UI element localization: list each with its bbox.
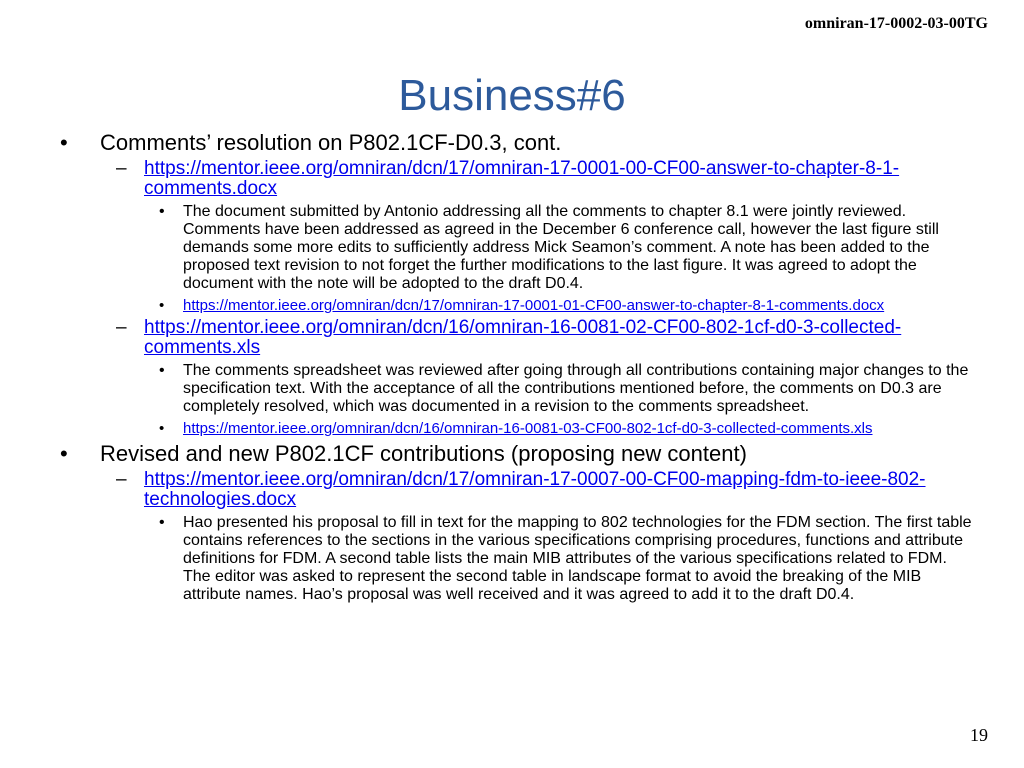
sub-bullet-link <box>56 159 976 199</box>
bullet-marker: • <box>60 441 68 466</box>
note-text: The document submitted by Antonio addressing all the comments to chapter 8.1 were jointly reviewed. Comments have been addressed as agreed in the December 6 conference call, however the last figure still demands some more edits to sufficiently address Mick Seamon’s comment. A note has been added to the proposed text revision to not forget the further modifications to the last figure. It was agreed to adopt the document with the note will be adopted to the draft D0.4. <box>183 203 939 292</box>
slide-title: Business#6 <box>398 71 626 120</box>
bullet-marker: • <box>60 130 68 155</box>
sub-sub-bullet-note <box>56 514 976 604</box>
sub-sub-bullet-link <box>56 420 976 437</box>
spreadsheet-link[interactable]: https://mentor.ieee.org/omniran/dcn/16/omniran-16-0081-03-CF00-802-1cf-d0-3-collected-comments.xls <box>183 420 873 437</box>
bullet-marker: • <box>159 420 165 437</box>
spreadsheet-link[interactable]: https://mentor.ieee.org/omniran/dcn/16/omniran-16-0081-02-CF00-802-1cf-d0-3-collected-comments.xls <box>144 317 902 358</box>
dash-marker: – <box>116 469 127 490</box>
sub-bullet-link <box>56 318 976 358</box>
note-text: The comments spreadsheet was reviewed after going through all contributions containing major changes to the specification text. With the acceptance of all the contributions mentioned before, the comments on D0.3 are completely resolved, which was documented in a revision to the comments spreadsheet. <box>183 362 969 415</box>
document-link[interactable]: https://mentor.ieee.org/omniran/dcn/17/omniran-17-0007-00-CF00-mapping-fdm-to-ieee-802-technologies.docx <box>144 469 926 510</box>
sub-bullet-link <box>56 470 976 510</box>
document-link[interactable]: https://mentor.ieee.org/omniran/dcn/17/omniran-17-0001-01-CF00-answer-to-chapter-8-1-comments.docx <box>183 297 885 314</box>
bullet-marker: • <box>159 203 165 220</box>
document-link[interactable]: https://mentor.ieee.org/omniran/dcn/17/omniran-17-0001-00-CF00-answer-to-chapter-8-1-comments.docx <box>144 158 900 199</box>
document-id: omniran-17-0002-03-00TG <box>804 15 988 32</box>
sub-sub-bullet-link <box>56 297 976 314</box>
bullet-marker: • <box>159 514 165 531</box>
bullet-text: Revised and new P802.1CF contributions (proposing new content) <box>100 441 747 466</box>
sub-sub-bullet-note <box>56 362 976 416</box>
bullet-contributions <box>56 441 976 466</box>
note-text: Hao presented his proposal to fill in text for the mapping to 802 technologies for the FDM section. The first table contains references to the sections in the various specifications comprising procedures, functions and attribute definitions for FDM. A second table lists the main MIB attributes of the various specifications related to FDM. The editor was asked to represent the second table in landscape format to avoid the breaking of the MIB attribute names. Hao’s proposal was well received and it was agreed to add it to the draft D0.4. <box>183 514 972 603</box>
dash-marker: – <box>116 317 127 338</box>
bullet-marker: • <box>159 297 165 314</box>
sub-sub-bullet-note <box>56 203 976 293</box>
slide-content <box>56 130 976 608</box>
page-number: 19 <box>970 725 988 745</box>
dash-marker: – <box>116 158 127 179</box>
bullet-comments-resolution <box>56 130 976 155</box>
bullet-text: Comments’ resolution on P802.1CF-D0.3, cont. <box>100 130 562 155</box>
bullet-marker: • <box>159 362 165 379</box>
